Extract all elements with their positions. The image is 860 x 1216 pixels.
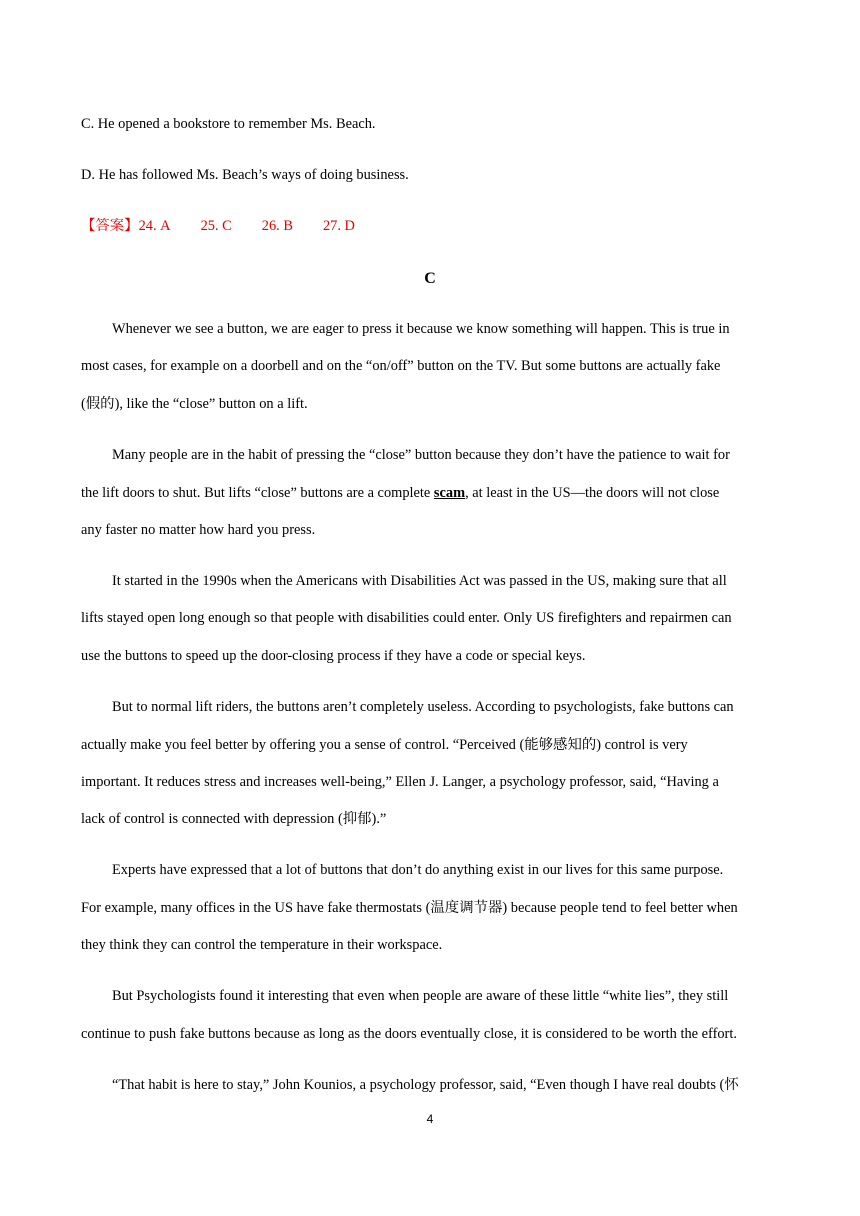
- answer-item: 24. A: [138, 218, 171, 234]
- passage-line: Whenever we see a button, we are eager to press it because we know something will happen. This is true in: [112, 321, 730, 337]
- passage-line: any faster no matter how hard you press.: [81, 522, 316, 538]
- passage-line: For example, many offices in the US have fake thermostats (温度调节器) because people tend to feel better when: [81, 900, 738, 916]
- option-d: D. He has followed Ms. Beach’s ways of doing business.: [81, 167, 409, 183]
- passage-line: actually make you feel better by offering you a sense of control. “Perceived (能够感知的) control is very: [81, 737, 688, 753]
- passage-line: It started in the 1990s when the Americans with Disabilities Act was passed in the US, making sure that all: [112, 573, 727, 589]
- passage-line: lifts stayed open long enough so that people with disabilities could enter. Only US firefighters and repairmen can: [81, 610, 732, 626]
- answer-item: 27. D: [322, 218, 355, 234]
- section-title: C: [424, 270, 436, 287]
- passage-line: But to normal lift riders, the buttons aren’t completely useless. According to psychologists, fake buttons can: [112, 699, 734, 715]
- passage-line: [81, 484, 781, 502]
- answer-item: 26. B: [261, 218, 293, 234]
- passage-line: Many people are in the habit of pressing the “close” button because they don’t have the patience to wait for: [112, 447, 730, 463]
- passage-line: lack of control is connected with depression (抑郁).”: [81, 811, 387, 827]
- passage-line: But Psychologists found it interesting that even when people are aware of these little “white lies”, they still: [112, 988, 729, 1004]
- answer-label: 【答案】: [81, 218, 139, 234]
- passage-text: the lift doors to shut. But lifts “close” buttons are a complete: [81, 485, 434, 501]
- answer-item: 25. C: [200, 218, 232, 234]
- passage-line: most cases, for example on a doorbell and on the “on/off” button on the TV. But some buttons are actually fake: [81, 358, 721, 374]
- passage-line: they think they can control the temperature in their workspace.: [81, 937, 443, 953]
- passage-text: , at least in the US—the doors will not close: [465, 485, 720, 501]
- answer-key: [81, 217, 781, 235]
- passage-line: “That habit is here to stay,” John Kounios, a psychology professor, said, “Even though I have real doubts (怀: [112, 1077, 739, 1093]
- passage-line: Experts have expressed that a lot of buttons that don’t do anything exist in our lives for this same purpose.: [112, 862, 724, 878]
- page-number: 4: [426, 1112, 434, 1126]
- passage-line: use the buttons to speed up the door-closing process if they have a code or special keys.: [81, 648, 586, 664]
- passage-line: (假的), like the “close” button on a lift.: [81, 396, 308, 412]
- option-c: C. He opened a bookstore to remember Ms. Beach.: [81, 116, 376, 132]
- passage-line: continue to push fake buttons because as long as the doors eventually close, it is considered to be worth the effort.: [81, 1026, 737, 1042]
- passage-line: important. It reduces stress and increases well-being,” Ellen J. Langer, a psychology professor, said, “Having a: [81, 774, 719, 790]
- keyword-scam: scam: [433, 485, 466, 501]
